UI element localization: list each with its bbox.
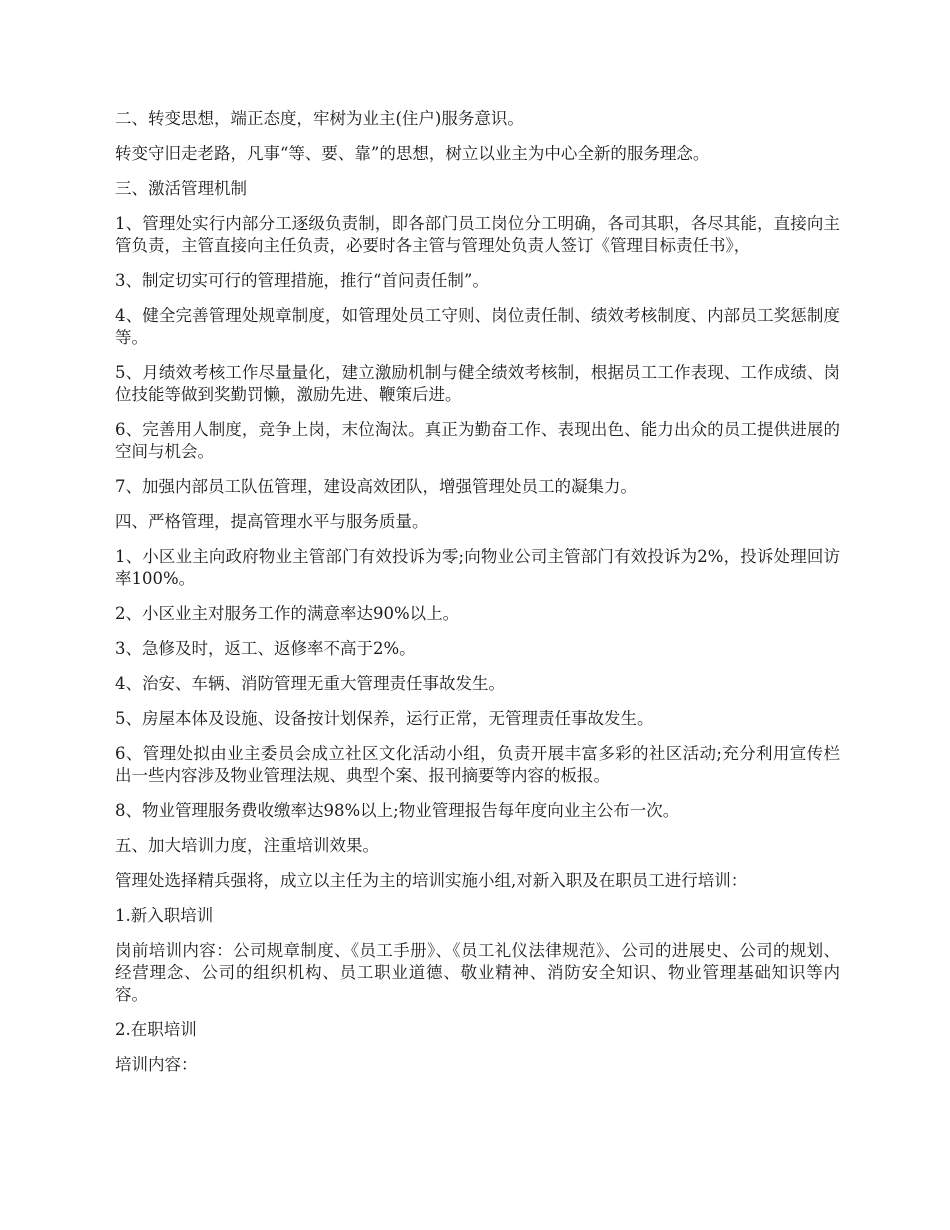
subheading-new-hire-training: 1.新入职培训 (115, 906, 214, 925)
list-item: 3、制定切实可行的管理措施，推行“首问责任制”。 (115, 271, 489, 290)
list-item: 5、月绩效考核工作尽量量化，建立激励机制与健全绩效考核制，根据员工工作表现、工作成绩、岗位技能等做到奖勤罚懒，激励先进、鞭策后进。 (115, 363, 840, 404)
list-item: 4、治安、车辆、消防管理无重大管理责任事故发生。 (115, 674, 505, 693)
list-item: 6、管理处拟由业主委员会成立社区文化活动小组，负责开展丰富多彩的社区活动;充分利用宣传栏出一些内容涉及物业管理法规、典型个案、报刊摘要等内容的板报。 (115, 744, 840, 785)
list-item: 7、加强内部员工队伍管理，建设高效团队，增强管理处员工的凝集力。 (115, 477, 637, 496)
list-item: 6、完善用人制度，竞争上岗，末位淘汰。真正为勤奋工作、表现出色、能力出众的员工提供进展的空间与机会。 (115, 420, 840, 461)
list-item: 1、管理处实行内部分工逐级负责制，即各部门员工岗位分工明确，各司其职，各尽其能，直接向主管负责，主管直接向主任负责，必要时各主管与管理处负责人签订《管理目标责任书》， (115, 214, 840, 255)
document-body (115, 108, 840, 1089)
list-item: 2、小区业主对服务工作的满意率达90%以上。 (115, 604, 460, 623)
section-heading-3: 三、激活管理机制 (115, 179, 247, 198)
paragraph: 培训内容： (115, 1055, 198, 1074)
paragraph: 岗前培训内容：公司规章制度、《员工手册》、《员工礼仪法律规范》、公司的进展史、公司的规划、经营理念、公司的组织机构、员工职业道德、敬业精神、消防安全知识、物业管理基础知识等内容。 (115, 941, 840, 1004)
list-item: 4、健全完善管理处规章制度，如管理处员工守则、岗位责任制、绩效考核制度、内部员工奖惩制度等。 (115, 306, 840, 347)
section-heading-2: 二、转变思想，端正态度，牢树为业主(住户)服务意识。 (115, 109, 524, 128)
subheading-on-job-training: 2.在职培训 (115, 1020, 197, 1039)
section-heading-5: 五、加大培训力度，注重培训效果。 (115, 836, 379, 855)
paragraph: 管理处选择精兵强将，成立以主任为主的培训实施小组,对新入职及在职员工进行培训： (115, 871, 748, 890)
paragraph: 转变守旧走老路，凡事“等、要、靠”的思想，树立以业主为中心全新的服务理念。 (115, 144, 710, 163)
section-heading-4: 四、严格管理，提高管理水平与服务质量。 (115, 512, 429, 531)
list-item: 8、物业管理服务费收缴率达98%以上;物业管理报告每年度向业主公布一次。 (115, 801, 680, 820)
list-item: 3、急修及时，返工、返修率不高于2%。 (115, 639, 416, 658)
list-item: 1、小区业主向政府物业主管部门有效投诉为零;向物业公司主管部门有效投诉为2%，投诉处理回访率100%。 (115, 547, 840, 588)
list-item: 5、房屋本体及设施、设备按计划保养，运行正常，无管理责任事故发生。 (115, 709, 654, 728)
